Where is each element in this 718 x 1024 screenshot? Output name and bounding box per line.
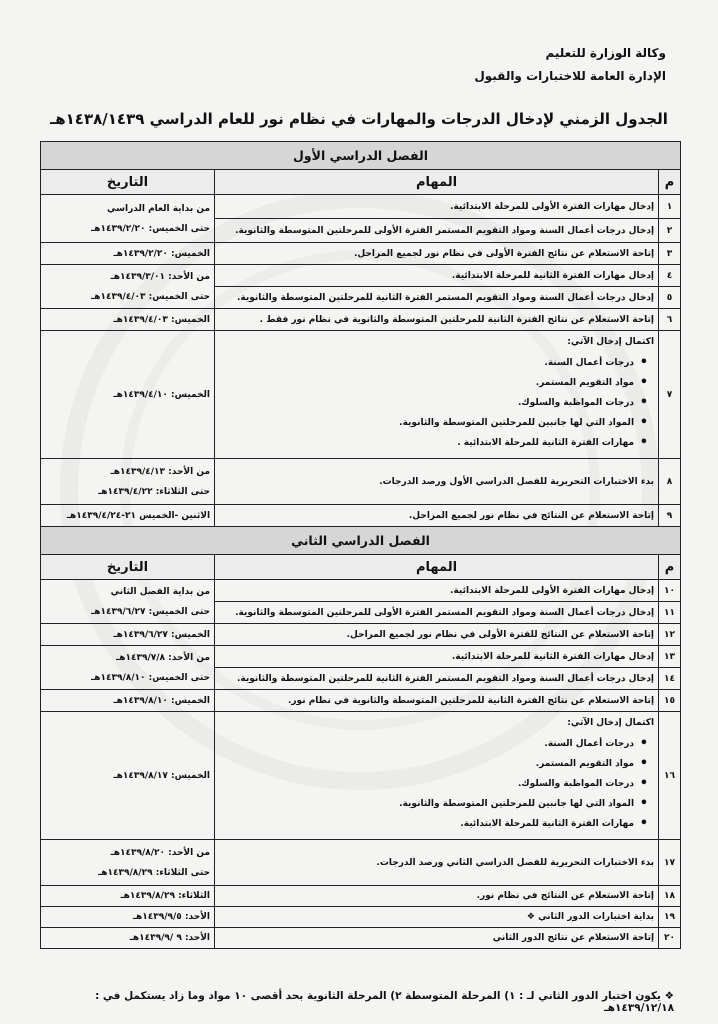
row-task: إدخال مهارات الفترة الثانية للمرحلة الابتدائية. [215, 265, 659, 287]
row-num: ١٩ [659, 907, 681, 928]
list-item: • مهارات الفترة الثانية للمرحلة الابتدائية . [219, 433, 654, 453]
column-header-row [41, 170, 681, 195]
row-date [41, 840, 215, 886]
date-end: حتى الخميس: ١٤٣٩/٢/٢٠هـ [91, 223, 211, 234]
list-item: • درجات المواظبة والسلوك. [219, 393, 654, 413]
row-date [41, 580, 215, 624]
row-task: إتاحة الاستعلام عن نتائج الدور الثاني [215, 928, 659, 949]
row-task: إتاحة الاستعلام عن النتائج للفترة الأولى في نظام نور لجميع المراحل. [215, 624, 659, 646]
row-date: الخميس: ١٤٣٩/٤/١٠هـ [41, 331, 215, 459]
row-task: إتاحة الاستعلام عن النتائج في نظام نور. [215, 886, 659, 907]
semester-1-header [41, 142, 681, 170]
row-task: إدخال مهارات الفترة الأولى للمرحلة الابتدائية. [215, 195, 659, 219]
table-row [41, 646, 681, 668]
table-row [41, 309, 681, 331]
date-start: من الأحد: ١٤٣٩/٣/٠١هـ [110, 271, 211, 282]
row-task: إدخال مهارات الفترة الثانية للمرحلة الابتدائية. [215, 646, 659, 668]
semester-2-title: الفصل الدراسي الثاني [41, 527, 681, 555]
page-title: الجدول الزمني لإدخال الدرجات والمهارات في نظام نور للعام الدراسي ١٤٣٨/١٤٣٩هـ [50, 110, 668, 128]
list-item: • درجات المواظبة والسلوك. [219, 774, 654, 794]
row-date [41, 459, 215, 505]
col-task: المهام [215, 555, 659, 580]
list-item: • مواد التقويم المستمر. [219, 754, 654, 774]
semester-2-header [41, 527, 681, 555]
list-intro: اكتمال إدخال الآتي: [567, 717, 655, 728]
row-task: إتاحة الاستعلام عن نتائج الفترة الأولى في نظام نور لجميع المراحل. [215, 243, 659, 265]
row-task: إدخال درجات أعمال السنة ومواد التقويم المستمر الفترة الثانية للمرحلتين المتوسطة والثانوية. [215, 287, 659, 309]
table-row [41, 712, 681, 840]
col-date: التاريخ [41, 170, 215, 195]
col-date: التاريخ [41, 555, 215, 580]
row-num: ١١ [659, 602, 681, 624]
table-row [41, 580, 681, 602]
col-num: م [659, 555, 681, 580]
table-row [41, 624, 681, 646]
row-task: بداية اختبارات الدور الثاني ❖ [215, 907, 659, 928]
row-num: ٥ [659, 287, 681, 309]
date-end: حتى الخميس: ١٤٣٩/٨/١٠هـ [91, 672, 211, 683]
row-num: ٨ [659, 459, 681, 505]
row-date: الخميس: ١٤٣٩/٢/٢٠هـ [41, 243, 215, 265]
row-num: ١٧ [659, 840, 681, 886]
date-start: من الأحد: ١٤٣٩/٧/٨هـ [116, 652, 211, 663]
row-task: بدء الاختبارات التحريرية للفصل الدراسي الأول ورصد الدرجات. [215, 459, 659, 505]
row-num: ٦ [659, 309, 681, 331]
row-date [41, 195, 215, 243]
org-line-1: وكالة الوزارة للتعليم [545, 46, 666, 60]
table-row [41, 840, 681, 886]
row-num: ٤ [659, 265, 681, 287]
semester-1-title: الفصل الدراسي الأول [41, 142, 681, 170]
date-start: من بداية العام الدراسي [107, 203, 211, 214]
table-row [41, 886, 681, 907]
row-date: الخميس: ١٤٣٩/٨/١٧هـ [41, 712, 215, 840]
footnote: ❖ يكون اختبار الدور الثاني لـ : ١) المرحلة المتوسطة ٢) المرحلة الثانوية بحد أقصى ١٠ مواد وما زاد يستكمل في : ١٤٣٩/١٢/١٨هـ [95, 990, 674, 1014]
row-num: ٧ [659, 331, 681, 459]
row-task: إتاحة الاستعلام عن النتائج في نظام نور لجميع المراحل. [215, 505, 659, 527]
row-num: ٢٠ [659, 928, 681, 949]
row-num: ١٣ [659, 646, 681, 668]
table-row [41, 459, 681, 505]
row-task: إدخال درجات أعمال السنة ومواد التقويم المستمر الفترة الثانية للمرحلتين المتوسطة والثانوية. [215, 668, 659, 690]
row-date: الاثنين -الخميس ٢١-١٤٣٩/٤/٢٤هـ [41, 505, 215, 527]
row-date: الأحد: ٩ /١٤٣٩/٩هـ [41, 928, 215, 949]
row-date: الثلاثاء: ١٤٣٩/٨/٢٩هـ [41, 886, 215, 907]
requirements-list [219, 734, 654, 834]
row-task: إدخال مهارات الفترة الأولى للمرحلة الابتدائية. [215, 580, 659, 602]
date-end: حتى الثلاثاء: ١٤٣٩/٤/٢٢هـ [98, 486, 211, 497]
list-item: • مواد التقويم المستمر. [219, 373, 654, 393]
col-task: المهام [215, 170, 659, 195]
row-num: ١٨ [659, 886, 681, 907]
column-header-row [41, 555, 681, 580]
row-task: إتاحة الاستعلام عن نتائج الفترة الثانية للمرحلتين المتوسطة والثانوية في نظام نور. [215, 690, 659, 712]
schedule-table [40, 141, 681, 949]
date-start: من الأحد: ١٤٣٩/٨/٢٠هـ [110, 847, 211, 858]
date-start: من الأحد: ١٤٣٩/٤/١٣هـ [110, 466, 211, 477]
row-task-list [215, 331, 659, 459]
list-item: • درجات أعمال السنة. [219, 353, 654, 373]
row-date: الخميس: ١٤٣٩/٨/١٠هـ [41, 690, 215, 712]
row-date: الأحد: ١٤٣٩/٩/٥هـ [41, 907, 215, 928]
row-task: إدخال درجات أعمال السنة ومواد التقويم المستمر الفترة الأولى للمرحلتين المتوسطة والثانوية. [215, 219, 659, 243]
table-row [41, 505, 681, 527]
list-item: • المواد التي لها جانبين للمرحلتين المتوسطة والثانوية. [219, 794, 654, 814]
table-row [41, 331, 681, 459]
list-item: • درجات أعمال السنة. [219, 734, 654, 754]
date-end: حتى الثلاثاء: ١٤٣٩/٨/٢٩هـ [98, 867, 211, 878]
row-date: الخميس: ١٤٣٩/٤/٠٣هـ [41, 309, 215, 331]
row-num: ٩ [659, 505, 681, 527]
row-task-list [215, 712, 659, 840]
row-date: الخميس: ١٤٣٩/٦/٢٧هـ [41, 624, 215, 646]
row-num: ٢ [659, 219, 681, 243]
requirements-list [219, 353, 654, 453]
table-row [41, 928, 681, 949]
row-date [41, 646, 215, 690]
table-row [41, 195, 681, 219]
row-task: إتاحة الاستعلام عن نتائج الفترة الثانية للمرحلتين المتوسطة والثانوية في نظام نور فقط . [215, 309, 659, 331]
list-item: • مهارات الفترة الثانية للمرحلة الابتدائية. [219, 814, 654, 834]
table-row [41, 907, 681, 928]
table-row [41, 243, 681, 265]
organization-header [474, 42, 666, 88]
date-end: حتى الخميس: ١٤٣٩/٦/٢٧هـ [91, 606, 211, 617]
row-num: ١٢ [659, 624, 681, 646]
list-intro: اكتمال إدخال الآتي: [567, 336, 655, 347]
table-row [41, 265, 681, 287]
row-task: إدخال درجات أعمال السنة ومواد التقويم المستمر الفترة الأولى للمرحلتين المتوسطة والثانوية. [215, 602, 659, 624]
date-end: حتى الخميس: ١٤٣٩/٤/٠٣هـ [91, 291, 211, 302]
col-num: م [659, 170, 681, 195]
row-date [41, 265, 215, 309]
row-num: ١٤ [659, 668, 681, 690]
row-num: ١٦ [659, 712, 681, 840]
date-start: من بداية الفصل الثاني [110, 586, 211, 597]
org-line-2: الإدارة العامة للاختبارات والقبول [474, 69, 666, 83]
row-num: ٣ [659, 243, 681, 265]
row-num: ١ [659, 195, 681, 219]
row-task: بدء الاختبارات التحريرية للفصل الدراسي الثاني ورصد الدرجات. [215, 840, 659, 886]
row-num: ١٥ [659, 690, 681, 712]
row-num: ١٠ [659, 580, 681, 602]
list-item: • المواد التي لها جانبين للمرحلتين المتوسطة والثانوية. [219, 413, 654, 433]
table-row [41, 690, 681, 712]
